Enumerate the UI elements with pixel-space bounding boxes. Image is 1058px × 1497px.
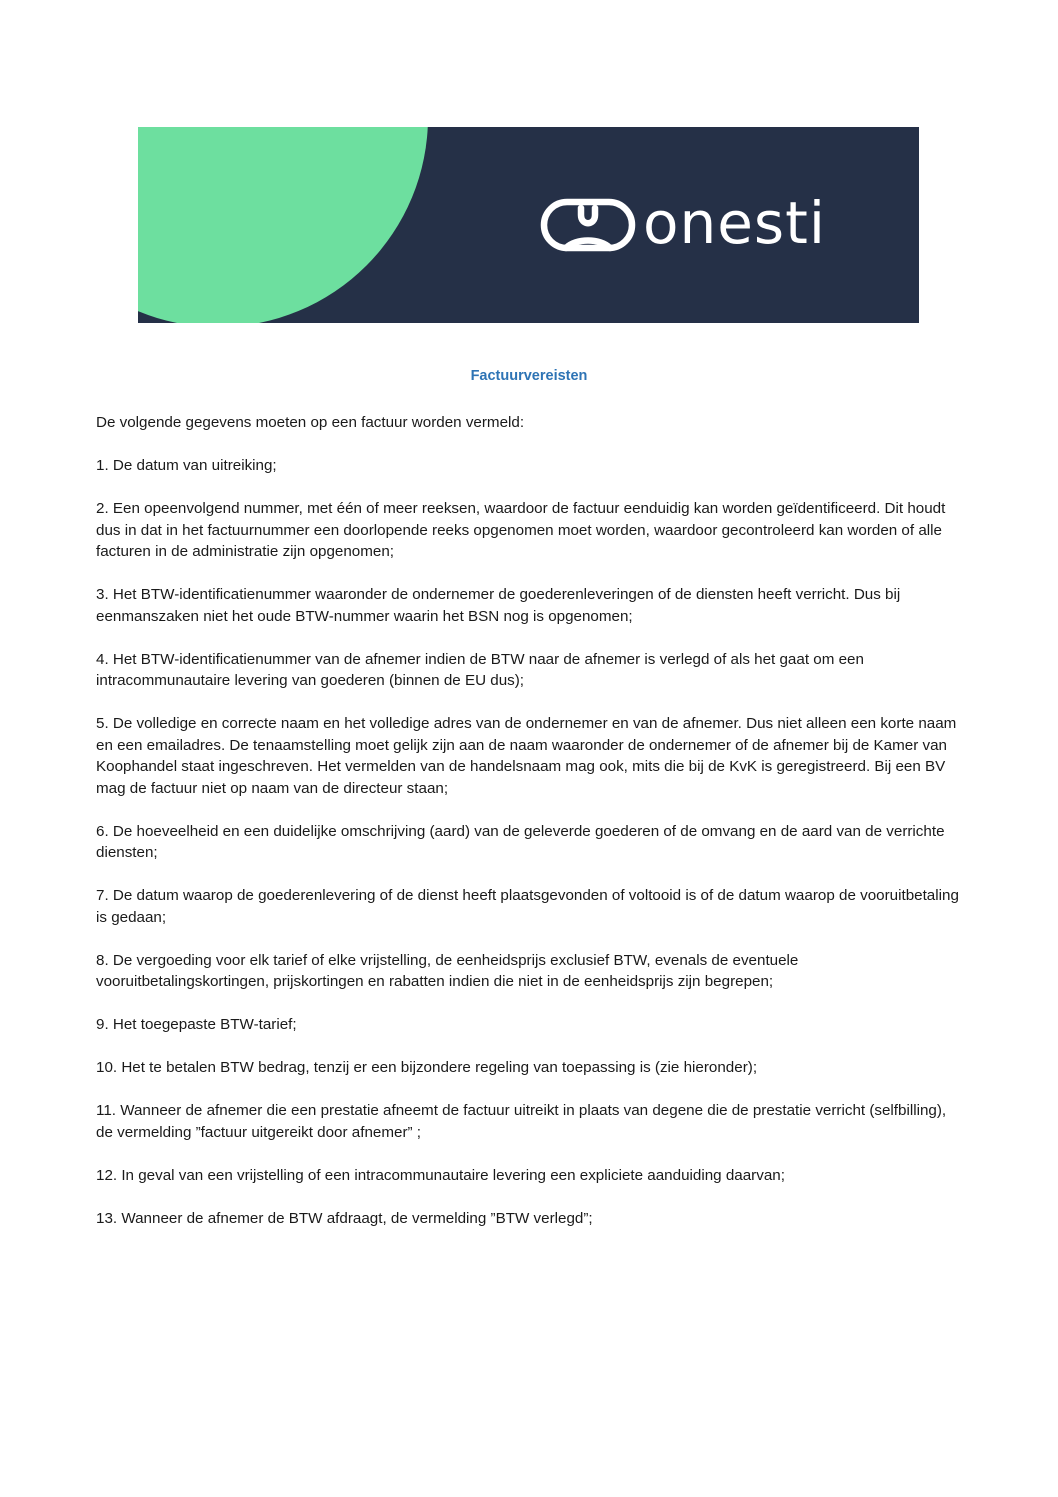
list-item: 11. Wanneer de afnemer die een prestatie afneemt de factuur uitreikt in plaats van degene die de prestatie verricht (selfbilling), de vermelding ”factuur uitgereikt door afnemer” ; <box>96 1102 947 1141</box>
list-item: 10. Het te betalen BTW bedrag, tenzij er een bijzondere regeling van toepassing is (zie hieronder); <box>96 1059 758 1076</box>
list-item: 2. Een opeenvolgend nummer, met één of meer reeksen, waardoor de factuur eenduidig kan worden geïdentificeerd. Dit houdt dus in dat in het factuurnummer een doorlopende reeks opgenomen moet worden, waardoor gecontroleerd kan worden of alle facturen in de administratie zijn opgenomen; <box>96 500 946 560</box>
list-item: 6. De hoeveelheid en een duidelijke omschrijving (aard) van de geleverde goederen of de omvang en de aard van de verrichte diensten; <box>96 822 945 861</box>
header-banner <box>138 127 919 323</box>
intro-text: De volgende gegevens moeten op een factuur worden vermeld: <box>96 414 525 431</box>
list-item: 4. Het BTW-identificatienummer van de afnemer indien de BTW naar de afnemer is verlegd of als het gaat om een intracommunautaire levering van goederen (binnen de EU dus); <box>96 650 864 689</box>
document-title: Factuurvereisten <box>470 368 588 384</box>
list-item: 12. In geval van een vrijstelling of een intracommunautaire levering een expliciete aanduiding daarvan; <box>96 1166 785 1184</box>
list-item: 3. Het BTW-identificatienummer waaronder de ondernemer de goederenleveringen of de diensten heeft verricht. Dus bij eenmanszaken niet het oude BTW-nummer waarin het BSN nog is opgenomen; <box>96 586 901 625</box>
list-item: 7. De datum waarop de goederenlevering of de dienst heeft plaatsgevonden of voltooid is of de datum waarop de vooruitbetaling is gedaan; <box>96 887 959 926</box>
logo-text: onesti <box>643 189 827 257</box>
banner-graphic <box>138 127 919 323</box>
green-circle-decoration <box>138 127 428 323</box>
list-item: 13. Wanneer de afnemer de BTW afdraagt, de vermelding ”BTW verlegd”; <box>96 1209 593 1227</box>
onesti-smile-icon <box>544 202 632 248</box>
list-item: 9. Het toegepaste BTW-tarief; <box>96 1016 297 1033</box>
list-item: 5. De volledige en correcte naam en het volledige adres van de ondernemer en van de afnemer. Dus niet alleen een korte naam en een emailadres. De tenaamstelling moet gelijk zijn aan de naam waaronder de ondernemer of de afnemer bij de Kamer van Koophandel staat ingeschreven. Het vermelden van de handelsnaam mag ook, mits die bij de KvK is geregistreerd. Bij een BV mag de factuur niet op naam van de directeur staan; <box>96 715 957 797</box>
list-item: 8. De vergoeding voor elk tarief of elke vrijstelling, de eenheidsprijs exclusief BTW, evenals de eventuele vooruitbetalingskortingen, prijskortingen en rabatten indien die niet in de eenheidsprijs zijn begrepen; <box>96 951 799 990</box>
list-item: 1. De datum van uitreiking; <box>96 457 277 474</box>
document-body <box>96 412 966 1251</box>
